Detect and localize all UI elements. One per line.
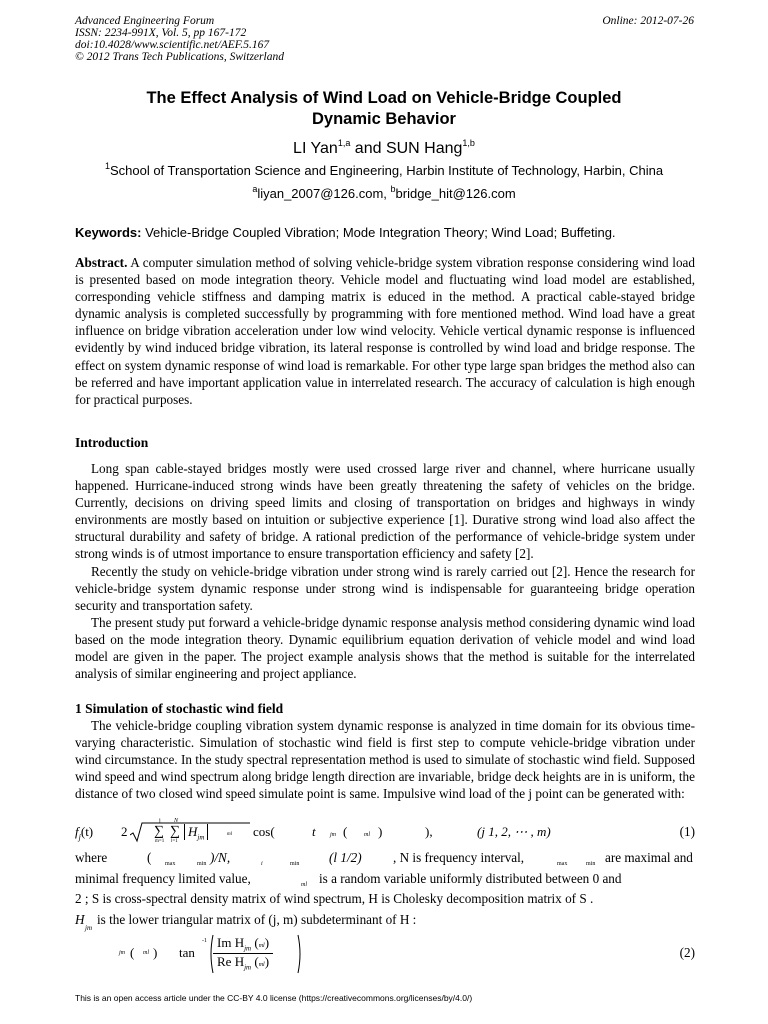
email-a: liyan_2007@126.com, xyxy=(257,186,391,201)
where-word: where xyxy=(75,850,108,865)
eq1-theta-sub: jm xyxy=(330,832,336,838)
eq2-numerator: Im $H_{jm}$ (ml) xyxy=(213,935,273,954)
intro-heading: Introduction xyxy=(75,435,149,450)
where-line3: 2 ; S is cross-spectral density matrix of wind spectrum, H is Cholesky decomposition matrix of S . xyxy=(75,891,594,906)
eq1-coef: 2 xyxy=(121,824,128,839)
where-rest2: are maximal and xyxy=(605,850,693,865)
author-and: and xyxy=(350,140,386,157)
eq2-lhs-arg: ml xyxy=(143,950,149,956)
abstract-label: Abstract. xyxy=(75,255,128,270)
eq2-den-sub: jm xyxy=(244,963,252,972)
eq1-number: (1) xyxy=(679,824,695,839)
where-min2: min xyxy=(290,861,300,867)
author-1: LI Yan xyxy=(293,140,338,157)
where-text xyxy=(75,848,695,930)
eq1-close: ), xyxy=(425,824,433,839)
intro-paragraph: Recently the study on vehicle-bridge vibration under strong wind is rarely carried out [2]. Hence the research for vehicle-bridge system dynamic response under strong wind is indispensable for guaranteeing bridge operation security and transportation safety. xyxy=(75,563,695,613)
equation-2 xyxy=(75,934,695,974)
eq2-right-bracket-icon xyxy=(297,934,303,974)
eq2-num-sub: jm xyxy=(244,944,252,953)
eq1-sum2-lower: l=1 xyxy=(171,839,178,844)
paper-title xyxy=(60,88,708,130)
eq2-den-arg: ml xyxy=(258,961,265,968)
eq1-lhs-arg: (t) xyxy=(80,824,94,839)
email-b-sup: b xyxy=(390,183,396,194)
affiliation-sup: 1 xyxy=(104,160,110,171)
eq1-sum2-icon: ∑ xyxy=(170,824,180,839)
where-l: (l 1/2) xyxy=(329,850,362,865)
journal-copyright: © 2012 Trans Tech Publications, Switzerland xyxy=(75,51,284,63)
where-max: max xyxy=(165,861,176,867)
eq1-sum2-upper: N xyxy=(174,818,179,824)
abstract-text: A computer simulation method of solving vehicle-bridge system vibration response considering wind load is presented based on mode integration theory. Vehicle model and fluctuating wind load model are established, corresponding vehicle stiffness and damping matrix is educed in the method. A practical cable-stayed bridge dynamic analysis is completed successfully by programming with fore mentioned method. Wind load have a great influence on bridge vibration acceleration under low wind velocity. Vehicle vertical dynamic response is influenced evidently by wind induced bridge vibration, its lateral response is controlled by wind load and bridge response. The effect on system dynamic response of wind load is remarkable. For other type large span bridges the method also can be referred and have important application value in interrelated research. The accuracy of calculation is high enough for practical purposes. xyxy=(75,255,695,407)
eq2-den-text: Re H xyxy=(217,953,245,969)
eq2-number: (2) xyxy=(679,945,695,960)
equation-1 xyxy=(75,818,695,848)
journal-issn: ISSN: 2234-991X, Vol. 5, pp 167-172 xyxy=(75,27,247,39)
eq1-paren-open: ( xyxy=(343,824,348,839)
online-date: Online: 2012-07-26 xyxy=(602,15,694,27)
where-line-2 xyxy=(75,869,695,890)
where-h-sub: jm xyxy=(85,923,92,932)
author-2: SUN Hang xyxy=(385,140,463,157)
eq1-t: t xyxy=(312,824,316,839)
where-ml: ml xyxy=(301,881,307,888)
eq2-paren-close: ) xyxy=(153,945,158,960)
license-footer: This is an open access article under the CC-BY 4.0 license (https://creativecommons.org/licenses/by/4.0/) xyxy=(75,993,473,1003)
author-1-sup: 1,a xyxy=(337,137,351,148)
eq1-paren-close: ) xyxy=(378,824,383,839)
eq2-paren: ( xyxy=(130,945,135,960)
eq1-abs-h-sub: jm xyxy=(197,833,205,842)
emails xyxy=(60,185,708,203)
eq2-tan-sup: -1 xyxy=(202,938,207,944)
keywords-text: Vehicle-Bridge Coupled Vibration; Mode Integration Theory; Wind Load; Buffeting. xyxy=(141,225,616,240)
eq2-num-text: Im H xyxy=(217,935,245,950)
eq1-range: (j 1, 2, ⋯ , m) xyxy=(477,824,551,839)
eq1-cos: cos( xyxy=(253,824,275,839)
where-line4: is the lower triangular matrix of (j, m) subdeterminant of H : xyxy=(97,911,417,927)
keywords-label: Keywords: xyxy=(75,225,142,240)
eq1-theta-arg: ml xyxy=(364,832,370,838)
journal-doi: doi:10.4028/www.scientific.net/AEF.5.167 xyxy=(75,39,270,51)
title-line-2: Dynamic Behavior xyxy=(312,110,456,128)
abstract xyxy=(75,254,695,408)
eq2-tan: tan xyxy=(179,945,195,960)
eq2-lhs-sub: jm xyxy=(119,950,125,956)
where-line2-b: is a random variable uniformly distributed between 0 and xyxy=(319,870,622,886)
eq1-lhs-sub: j xyxy=(78,832,81,842)
section-1-paragraph: The vehicle-bridge coupling vibration system dynamic response is analyzed in time domain for its obvious time-varying characteristic. Simulation of stochastic wind field is first step to compute vehicle-bridge vibration under wind circumstance. In the study spectral representation method is used to simulate of stochastic wind field. Supposed wind speed and wind spectrum along bridge length direction are invariable, bridge deck heights are in is uniform, the distance of two closed wind speed simulate point is same. Impulsive wind load of the j point can be generated with: xyxy=(75,718,695,802)
eq1-abs-h-arg: ml xyxy=(227,832,232,837)
eq1-lhs: f xyxy=(75,824,79,839)
intro-body xyxy=(75,460,695,682)
affiliation-text: School of Transportation Science and Engineering, Harbin Institute of Technology, Harbin, China xyxy=(109,163,664,178)
email-b: bridge_hit@126.com xyxy=(395,186,516,201)
journal-header xyxy=(75,15,284,63)
where-line-3 xyxy=(75,889,695,910)
where-i: i xyxy=(261,861,263,867)
eq1-abs-h: H xyxy=(188,824,198,839)
where-line-1 xyxy=(75,848,695,869)
eq1-sum1-upper: j xyxy=(159,818,161,824)
section-1-body xyxy=(75,717,695,802)
email-a-sup: a xyxy=(252,183,258,194)
where-min3: min xyxy=(586,861,596,867)
eq1-sum1-lower: m=1 xyxy=(155,839,165,844)
eq1-sum1-icon: ∑ xyxy=(154,824,164,839)
keywords xyxy=(75,224,695,241)
intro-paragraph: Long span cable-stayed bridges mostly were used crossed large river and channel, where hurricane usually happened. Hurricane-induced strong winds have been greatly threatening the safety of vehicles on the bridge. Currently, decisions on driving speed limits and closing of transportation on bridges and highways in windy environments are mostly based on intuition or subjective experience [1]. Durative strong wind load also affect the structural durability and safety of bridge. A rational prediction of the performance of vehicle-bridge system under strong winds is of utmost importance to ensure transportation efficiency and safety [2]. xyxy=(75,461,695,562)
eq2-denominator: Re $H_{jm}$ (ml) xyxy=(217,953,270,972)
affiliation xyxy=(60,162,708,180)
authors xyxy=(60,139,708,159)
where-rest: , N is frequency interval, xyxy=(393,850,525,865)
where-line-4 xyxy=(75,910,695,931)
where-n: )/N, xyxy=(210,850,231,865)
journal-name: Advanced Engineering Forum xyxy=(75,15,215,27)
title-line-1: The Effect Analysis of Wind Load on Vehicle-Bridge Coupled xyxy=(146,89,622,107)
where-min: min xyxy=(197,861,207,867)
where-paren: ( xyxy=(147,850,152,865)
eq2-num-arg: ml xyxy=(258,943,265,949)
author-2-sup: 1,b xyxy=(462,137,475,148)
where-h: H xyxy=(75,911,85,927)
where-max2: max xyxy=(557,861,568,867)
intro-paragraph: The present study put forward a vehicle-bridge dynamic response analysis method considering dynamic wind load based on the mode integration theory. Dynamic equilibrium equation derivation of vehicle model and wind load model are given in the paper. The project example analysis shows that the method is suitable for the interrelated analysis of similar engineering and project appliance. xyxy=(75,614,695,682)
section-1-heading: 1 Simulation of stochastic wind field xyxy=(75,701,284,716)
eq2-fraction xyxy=(213,935,273,971)
where-line2-a: minimal frequency limited value, xyxy=(75,870,251,886)
